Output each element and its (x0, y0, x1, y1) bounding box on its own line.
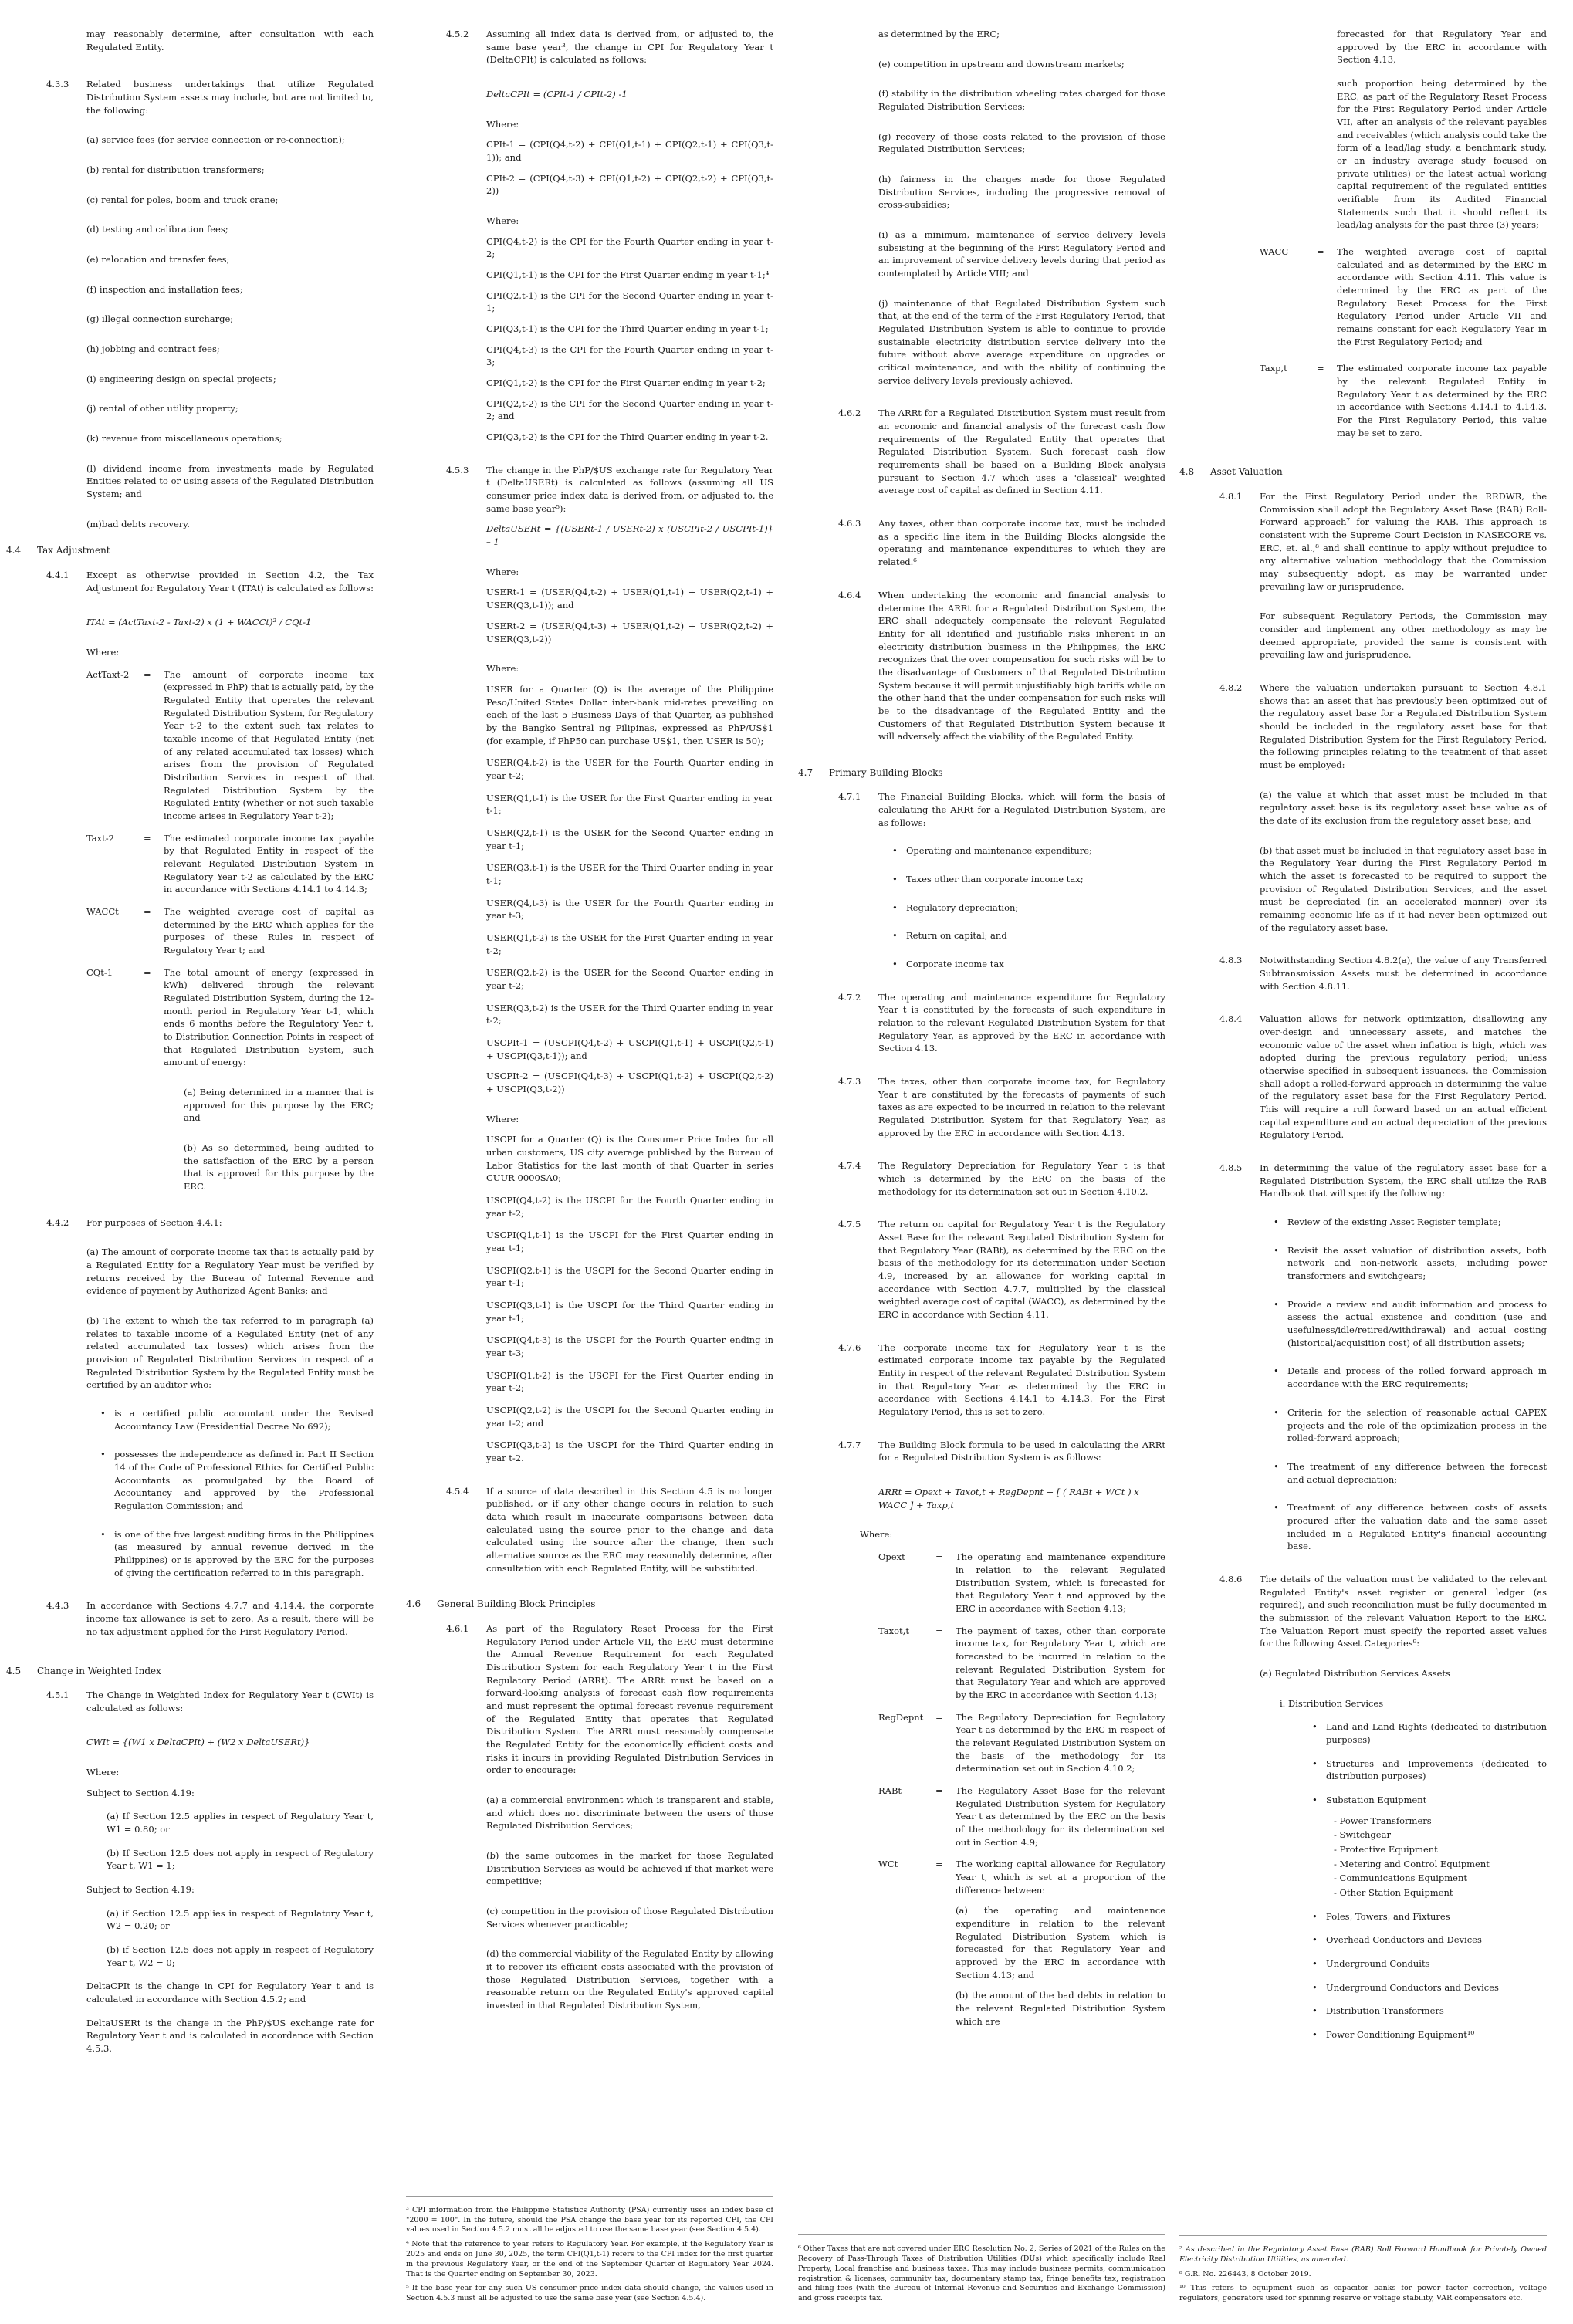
list-item: (h) fairness in the charges made for those Regulated Distribution Services, including the progressive removal of cross-subsidies; (878, 174, 1165, 211)
definition: USCPIt-1 = (USCPI(Q4,t-2) + USCPI(Q1,t-1) + USCPI(Q2,t-1) + USCPI(Q3,t-1)); and (486, 1037, 773, 1061)
list-item: - Protective Equipment (1334, 1843, 1547, 1856)
list-item: (f) inspection and installation fees; (86, 283, 243, 295)
list-item: (j) rental of other utility property; (86, 403, 238, 414)
column-4 (1179, 28, 1547, 2309)
definition: USCPIt-2 = (USCPI(Q4,t-3) + USCPI(Q1,t-2) + USCPI(Q2,t-2) + USCPI(Q3,t-2)) (486, 1071, 773, 1094)
clause-4-8-6: 4.8.6 The details of the valuation must be validated to the relevant Regulated Entity's asset register or general ledger (as required), and such reconciliation must be fully documented in the submission of the relevant Valuation Report to the ERC. The Valuation Report must specify the reported asset values for the following Asset Categories⁹: (1219, 1573, 1547, 1649)
where-label: Where: (486, 1113, 519, 1125)
footnote: ⁸ G.R. No. 226443, 8 October 2019. (1179, 2269, 1311, 2278)
list-item: • The treatment of any difference between the forecast and actual depreciation; (1287, 1460, 1547, 1486)
list-item: CPI(Q4,t-3) is the CPI for the Fourth Quarter ending in year t-3; (486, 343, 773, 368)
list-item: CPI(Q2,t-1) is the CPI for the Second Quarter ending in year t-1; (486, 289, 773, 314)
list-item: • Substation Equipment (1326, 1794, 1547, 1807)
list-item: USCPI(Q1,t-1) is the USCPI for the First Quarter ending in year t-1; (486, 1230, 773, 1254)
list-item: (k) revenue from miscellaneous operations; (86, 433, 282, 445)
list-item: • Treatment of any difference between costs of assets procured after the valuation date and the same asset included in a Regulated Entity's financial accounting base. (1287, 1501, 1547, 1553)
clause-4-4-3: 4.4.3 In accordance with Sections 4.7.7 and 4.14.4, the corporate income tax allowance is set to zero. As a result, there will be no tax adjustment applied for the First Regulatory Period. (46, 1600, 374, 1637)
footnotes (1179, 2235, 1547, 2309)
list-item: (d) testing and calibration fees; (86, 224, 228, 235)
paragraph: USER for a Quarter (Q) is the average of the Philippine Peso/United States Dollar inter-bank mid-rates prevailing on each of the last 5 Business Days of that Quarter, as published by the Bangko Sentral ng Pilipinas, expressed as PhP/US$1 (for example, if PhP50 can purchase US$1, then USER is 50); (486, 683, 773, 746)
clause-4-5-3: 4.5.3 The change in the PhP/$US exchange rate for Regulatory Year t (DeltaUSERt) is calculated as follows (assuming all US consumer price index data is derived from, or adjusted to, the same base year⁵): (446, 464, 773, 514)
list-item: USCPI(Q1,t-2) is the USCPI for the First Quarter ending in year t-2; (486, 1369, 773, 1394)
definition: WCt = The working capital allowance for Regulatory Year t, which is set at a proportion of the difference between: (878, 1859, 1165, 1896)
section-heading-4-5: 4.5 Change in Weighted Index (6, 1665, 161, 1676)
list-item: - Other Station Equipment (1334, 1886, 1547, 1899)
list-item: • Power Conditioning Equipment¹⁰ (1326, 2028, 1547, 2042)
list-item: USCPI(Q2,t-1) is the USCPI for the Second Quarter ending in year t-1; (486, 1264, 773, 1289)
list-item: • Taxes other than corporate income tax; (906, 873, 1165, 886)
where-label: Where: (860, 1529, 893, 1541)
list-item: USCPI(Q4,t-3) is the USCPI for the Fourth Quarter ending in year t-3; (486, 1335, 773, 1359)
where-label: Where: (486, 566, 519, 577)
clause-4-8-2: 4.8.2 Where the valuation undertaken pursuant to Section 4.8.1 shows that an asset that has previously been optimized out of the regulatory asset base for a Regulated Distribution System should be included in the regulatory asset base for that Regulated Distribution System for the First Regulatory Period, the following principles relating to the treatment of that asset must be employed: (1219, 682, 1547, 770)
category-heading: (a) Regulated Distribution Services Assets (1260, 1667, 1450, 1679)
definition: ActTaxt-2 = The amount of corporate income tax (expressed in PhP) that is actually paid, by the Regulated Entity that operates the relevant Regulated Distribution System, for Regulatory Year t-2 to the extent such tax relates to taxable income of that Regulated Entity (net of any related accumulated tax losses) which arises from the provision of Regulated Distribution Services in respect of that Regulated Distribution System by the Regulated Entity (whether or not such taxable income arises in Regulatory Year t-2); (86, 668, 374, 821)
list-item: • Regulatory depreciation; (906, 902, 1165, 915)
clause-4-3-3: 4.3.3 Related business undertakings that utilize Regulated Distribution System assets may include, but are not limited to, the following: (46, 79, 374, 116)
list-item: (c) competition in the provision of those Regulated Distribution Services whenever practicable; (486, 1905, 773, 1930)
clause-4-8-4: 4.8.4 Valuation allows for network optimization, disallowing any over-design and unnecessary assets, and matches the economic value of the asset when inflation is high, which was adopted during the previous regulatory period; unless otherwise specified in subsequent issuances, the Commission shall adopt a rolled-forward approach in determining the value of the regulatory asset base for the First Regulatory Period. This will require a roll forward based on an actual efficient capital expenditure and an actual depreciation of the previous Regulatory Period. (1219, 1013, 1547, 1141)
list-item: • Poles, Towers, and Fixtures (1326, 1910, 1547, 1923)
list-item: • Return on capital; and (906, 929, 1165, 942)
formula-ita: ITAt = (ActTaxt-2 - Taxt-2) x (1 + WACCt)² / CQt-1 (86, 617, 312, 628)
subject-note: Subject to Section 4.19: (86, 1787, 195, 1798)
list-item: (a) the value at which that asset must be included in that regulatory asset base is its regulatory asset base value as of the date of its exclusion from the regulatory asset base; and (1260, 789, 1547, 826)
paragraph: For subsequent Regulatory Periods, the Commission may consider and implement any other methodology as may be deemed appropriate, provided the same is consistent with prevailing law and jurisprudence. (1260, 611, 1547, 661)
where-label: Where: (486, 663, 519, 675)
paragraph: DeltaUSERt is the change in the PhP/$US exchange rate for Regulatory Year t and is calculated in accordance with Section 4.5.3. (86, 2017, 374, 2054)
list-item: • is a certified public accountant under the Revised Accountancy Law (Presidential Decree No.692); (114, 1407, 374, 1433)
list-item: CPI(Q1,t-2) is the CPI for the First Quarter ending in year t-2; (486, 377, 766, 389)
list-item: • Corporate income tax (906, 958, 1165, 971)
definition: CPIt-1 = (CPI(Q4,t-2) + CPI(Q1,t-1) + CPI(Q2,t-1) + CPI(Q3,t-1)); and (486, 139, 773, 164)
subcategory-heading: i. Distribution Services (1280, 1697, 1384, 1709)
list-item: USER(Q3,t-2) is the USER for the Third Quarter ending in year t-2; (486, 1002, 773, 1027)
definition: WACC = The weighted average cost of capital calculated and as determined by the ERC in accordance with Section 4.11. This value is determined by the ERC as part of the Regulatory Reset Process for the First Regulatory Period under Article VII and remains constant for each Regulatory Year in the First Regulatory Period; and (1260, 246, 1547, 347)
definition: USERt-1 = (USER(Q4,t-2) + USER(Q1,t-1) + USER(Q2,t-1) + USER(Q3,t-1)); and (486, 587, 773, 611)
formula-delta-cpi: DeltaCPIt = (CPIt-1 / CPIt-2) -1 (486, 89, 628, 100)
list-item: • Underground Conduits (1326, 1957, 1547, 1970)
list-item: (b) If Section 12.5 does not apply in respect of Regulatory Year t, W1 = 1; (107, 1847, 374, 1872)
list-item: CPI(Q3,t-2) is the CPI for the Third Quarter ending in year t-2. (486, 431, 769, 443)
definition: Opext = The operating and maintenance expenditure in relation to the relevant Regulated Distribution System, which is forecasted for that Regulatory Year t and approved by the ERC in accordance with Section 4.13; (878, 1551, 1165, 1614)
list-item: USER(Q4,t-2) is the USER for the Fourth Quarter ending in year t-2; (486, 757, 773, 781)
list-item: - Power Transformers (1334, 1815, 1547, 1828)
clause-4-7-3: 4.7.3 The taxes, other than corporate income tax, for Regulatory Year t are constituted by the forecasts of payments of such taxes as are expected to be incurred in relation to the relevant Regulated Distribution System for that Regulatory Year, as approved by the ERC in accordance with Section 4.13. (838, 1076, 1165, 1138)
list-item: USCPI(Q3,t-1) is the USCPI for the Third Quarter ending in year t-1; (486, 1300, 773, 1324)
definition: CPIt-2 = (CPI(Q4,t-3) + CPI(Q1,t-2) + CPI(Q2,t-2) + CPI(Q3,t-2)) (486, 172, 773, 197)
list-item: USER(Q1,t-2) is the USER for the First Quarter ending in year t-2; (486, 932, 773, 956)
list-item: (g) illegal connection surcharge; (86, 313, 234, 325)
clause-4-4-2: 4.4.2 For purposes of Section 4.4.1: (46, 1216, 222, 1228)
list-item: (c) rental for poles, boom and truck crane; (86, 194, 279, 205)
subject-note: Subject to Section 4.19: (86, 1883, 195, 1895)
definition: WACCt = The weighted average cost of capital as determined by the ERC which applies for the purposes of these Rules in respect of Regulatory Year t; and (86, 905, 374, 956)
list-item: (d) the commercial viability of the Regulated Entity by allowing it to recover its efficient costs associated with the provision of those Regulated Distribution Services, together with a reasonable return on the Regulated Entity's approved capital invested in that Regulated Distribution System, (486, 1948, 773, 2011)
list-item: • Structures and Improvements (dedicated to distribution purposes) (1326, 1757, 1547, 1783)
formula-delta-user: DeltaUSERt = {(USERt-1 / USERt-2) x (USCPIt-2 / USCPIt-1)} – 1 (486, 523, 773, 548)
list-item: (l) dividend income from investments made by Regulated Entities related to or using assets of the Regulated Distribution System; and (86, 462, 374, 500)
footnote: ⁴ Note that the reference to year refers to Regulatory Year. For example, if the Regulatory Year is 2025 and ends on June 30, 2025, the term CPI(Q1,t-1) refers to the CPI index for the first quarter in the previous Regulatory Year, or the end of the September Quarter of Regulatory Year 2024. That is the Quarter ending on September 30, 2023. (406, 2240, 773, 2278)
where-label: Where: (86, 1766, 120, 1778)
list-item: (b) the same outcomes in the market for those Regulated Distribution Services as would be achieved if that market were competitive; (486, 1849, 773, 1887)
where-label: Where: (486, 215, 519, 227)
list-item: USER(Q1,t-1) is the USER for the First Quarter ending in year t-1; (486, 792, 773, 817)
clause-4-7-5: 4.7.5 The return on capital for Regulatory Year t is the Regulatory Asset Base for the relevant Regulated Distribution System for that Regulatory Year (RABt), as determined by the ERC on the basis of the methodology for its determination under Section 4.9, increased by an allowance for working capital in accordance with Section 4.7.7, multiplied by the classical weighted average cost of capital (WACC), as determined by the ERC in accordance with Section 4.11. (838, 1219, 1165, 1321)
list-item: (b) if Section 12.5 does not apply in respect of Regulatory Year t, W2 = 0; (107, 1943, 374, 1968)
continuation-text: may reasonably determine, after consultation with each Regulated Entity. (86, 29, 374, 52)
list-item: CPI(Q3,t-1) is the CPI for the Third Quarter ending in year t-1; (486, 323, 769, 335)
clause-4-6-4: 4.6.4 When undertaking the economic and financial analysis to determine the ARRt for a Regulated Distribution System, the ERC shall adequately compensate the relevant Regulated Entity for all identified and justifiable risks inherent in an electricity distribution business in the Philippines, the ERC recognizes that the over compensation for such risks will be to the disadvantage of Customers of that Regulated Distribution System because it will permit unjustifiably high tariffs while on the other hand that the under compensation for such risks will be to the disadvantage of the Regulated Entity and the Customers of that Regulated Distribution System because it will adversely affect the viability of the Regulated Entity. (838, 589, 1165, 743)
list-item: • is one of the five largest auditing firms in the Philippines (as measured by annual revenue derived in the Philippines) or is approved by the ERC for the purposes of giving the certification referred to in this paragraph. (114, 1528, 374, 1580)
list-item: (h) jobbing and contract fees; (86, 343, 220, 355)
clause-4-7-1: 4.7.1 The Financial Building Blocks, which will form the basis of calculating the ARRt for a Regulated Distribution System, are as follows: (838, 791, 1165, 828)
clause-4-5-1: 4.5.1 The Change in Weighted Index for Regulatory Year t (CWIt) is calculated as follows: (46, 1689, 374, 1713)
formula-cwi: CWIt = {(W1 x DeltaCPIt) + (W2 x DeltaUSERt)} (86, 1737, 310, 1748)
footnote: ⁵ If the base year for any such US consumer price index data should change, the values used in Section 4.5.3 must all be adjusted to use the same base year (see Section 4.5.4). (406, 2284, 773, 2303)
footnote: ³ CPI information from the Philippine Statistics Authority (PSA) currently uses an index base of "2000 = 100". In the future, should the PSA change the base year for its reported CPI, the CPI values used in Section 4.5.2 must all be adjusted to use the same base year (see Section 4.5.4). (406, 2205, 773, 2234)
list-item: (a) a commercial environment which is transparent and stable, and which does not discriminate between the users of those Regulated Distribution Services; (486, 1794, 773, 1832)
where-label: Where: (86, 646, 120, 658)
clause-4-6-2: 4.6.2 The ARRt for a Regulated Distribution System must result from an economic and financial analysis of the forecast cash flow requirements of the Regulated Entity that operates that Regulated Distribution System. Such forecast cash flow requirements shall be based on a Building Block analysis pursuant to Section 4.7 which uses a 'classical' weighted average cost of capital as defined in Section 4.11. (838, 408, 1165, 496)
section-heading-4-7: 4.7 Primary Building Blocks (798, 766, 943, 778)
section-heading-4-4: 4.4 Tax Adjustment (6, 545, 110, 556)
list-item: • Details and process of the rolled forward approach in accordance with the ERC requirements; (1287, 1365, 1547, 1390)
list-item: USCPI(Q3,t-2) is the USCPI for the Third Quarter ending in year t-2. (486, 1439, 773, 1464)
list-item: (m)bad debts recovery. (86, 518, 190, 529)
list-item: (i) engineering design on special projects; (86, 373, 276, 384)
list-item: (b) the amount of the bad debts in relation to the relevant Regulated Distribution System which are (956, 1990, 1165, 2027)
list-item: (a) if Section 12.5 applies in respect of Regulatory Year t, W2 = 0.20; or (107, 1907, 374, 1932)
column-2 (406, 28, 773, 2309)
list-item: (f) stability in the distribution wheeling rates charged for those Regulated Distribution Services; (878, 88, 1165, 113)
list-item: (a) If Section 12.5 applies in respect of Regulatory Year t, W1 = 0.80; or (107, 1811, 374, 1835)
clause-4-8-3: 4.8.3 Notwithstanding Section 4.8.2(a), the value of any Transferred Subtransmission Assets must be determined in accordance with Section 4.8.11. (1219, 955, 1547, 992)
list-item: (a) Being determined in a manner that is approved for this purpose by the ERC; and (184, 1087, 374, 1124)
list-item: USER(Q2,t-2) is the USER for the Second Quarter ending in year t-2; (486, 967, 773, 991)
list-item: • possesses the independence as defined in Part II Section 14 of the Code of Professional Ethics for Certified Public Accountants as promulgated by the Board of Accountancy and approved by the Professional Regulation Commission; and (114, 1448, 374, 1512)
list-item: • Provide a review and audit information and process to assess the actual existence and condition (use and usefulness/idle/retired/withdrawal) and actual costing (historical/acquisition cost) of all distribution assets; (1287, 1298, 1547, 1350)
clause-4-7-6: 4.7.6 The corporate income tax for Regulatory Year t is the estimated corporate income tax payable by the Regulated Entity in respect of the relevant Regulated Distribution System in that Regulatory Year as determined by the ERC in accordance with Sections 4.14.1 to 4.14.3. For the First Regulatory Period, this is set to zero. (838, 1341, 1165, 1418)
list-item: • Land and Land Rights (dedicated to distribution purposes) (1326, 1720, 1547, 1746)
list-item: • Review of the existing Asset Register template; (1287, 1216, 1547, 1229)
definition: Taxot,t = The payment of taxes, other than corporate income tax, for Regulatory Year t, which are forecasted to be incurred in relation to the relevant Regulated Distribution System for that Regulatory Year and which are approved by the ERC in accordance with Section 4.13; (878, 1625, 1165, 1700)
list-item: (j) maintenance of that Regulated Distribution System such that, at the end of the term of the First Regulatory Period, that Regulated Distribution System is able to continue to provide sustainable electricity distribution service delivery into the future without above average expenditure on upgrades or critical maintenance, and with the ability of continuing the service delivery levels previously achieved. (878, 297, 1165, 386)
column-1 (6, 28, 374, 2309)
list-item: (e) competition in upstream and downstream markets; (878, 58, 1125, 69)
list-item: USER(Q2,t-1) is the USER for the Second Quarter ending in year t-1; (486, 827, 773, 851)
paragraph: (a) The amount of corporate income tax that is actually paid by a Regulated Entity for a Regulatory Year must be verified by returns received by the Bureau of Internal Revenue and evidence of payment by Authorized Agent Banks; and (86, 1247, 374, 1297)
clause-4-5-2: 4.5.2 Assuming all index data is derived from, or adjusted to, the same base year³, the change in CPI for Regulatory Year t (DeltaCPIt) is calculated as follows: (446, 29, 773, 66)
section-heading-4-8: 4.8 Asset Valuation (1179, 466, 1283, 478)
list-item: (i) as a minimum, maintenance of service delivery levels subsisting at the beginning of the First Regulatory Period and an improvement of service delivery levels during that period as contemplated by Article VIII; and (878, 229, 1165, 279)
list-item: CPI(Q2,t-2) is the CPI for the Second Quarter ending in year t-2; and (486, 397, 773, 422)
list-item: CPI(Q1,t-1) is the CPI for the First Quarter ending in year t-1;⁴ (486, 269, 770, 281)
list-item: (a) service fees (for service connection or re-connection); (86, 134, 345, 146)
list-item: (a) the operating and maintenance expenditure in relation to the relevant Regulated Distribution System which is forecasted for that Regulatory Year and approved by the ERC in accordance with Section 4.13; and (956, 1905, 1165, 1981)
clause-4-6-3: 4.6.3 Any taxes, other than corporate income tax, must be included as a specific line item in the Building Blocks alongside the operating and maintenance expenditures to which they are related.⁶ (838, 518, 1165, 568)
continuation-text: such proportion being determined by the ERC, as part of the Regulatory Reset Process for the First Regulatory Period under Article VII, after an analysis of the relevant payables and receivables (which analysis could take the form of a lead/lag study, a benchmark study, or an industry average study focused on private utilities) or the latest actual working capital requirement of the regulated entities verifiable from its Audited Financial Statements such that it should reflect its lead/lag analysis for the past three (3) years; (1337, 78, 1547, 231)
list-item: CPI(Q4,t-2) is the CPI for the Fourth Quarter ending in year t-2; (486, 235, 773, 260)
paragraph: DeltaCPIt is the change in CPI for Regulatory Year t and is calculated in accordance with Section 4.5.2; and (86, 1981, 374, 2004)
list-item: • Operating and maintenance expenditure; (906, 844, 1165, 858)
section-heading-4-6: 4.6 General Building Block Principles (406, 1598, 596, 1610)
clause-4-8-5: 4.8.5 In determining the value of the regulatory asset base for a Regulated Distribution System, the ERC shall utilize the RAB Handbook that will specify the following: (1219, 1162, 1547, 1199)
column-3 (798, 28, 1165, 2309)
list-item: USER(Q3,t-1) is the USER for the Third Quarter ending in year t-1; (486, 862, 773, 886)
list-item: - Metering and Control Equipment (1334, 1858, 1547, 1871)
list-item: USCPI(Q4,t-2) is the USCPI for the Fourth Quarter ending in year t-2; (486, 1195, 773, 1219)
list-item: (b) that asset must be included in that regulatory asset base in the Regulatory Year during the First Regulatory Period in which the asset is forecasted to be required to support the provision of Regulated Distribution Services, and the asset must be depreciated (in an accelerated manner) over its remaining economic life as if it had never been optimized out of the regulatory asset base. (1260, 844, 1547, 933)
list-item: • Distribution Transformers (1326, 2004, 1547, 2018)
footnotes (406, 2196, 773, 2309)
footnotes (798, 2234, 1165, 2309)
clause-4-7-2: 4.7.2 The operating and maintenance expenditure for Regulatory Year t is constituted by the forecasts of such expenditure in relation to the relevant Regulated Distribution System for that Regulatory Year, as approved by the ERC in accordance with Section 4.13. (838, 991, 1165, 1054)
clause-4-7-4: 4.7.4 The Regulatory Depreciation for Regulatory Year t is that which is determined by the ERC on the basis of the methodology for its determination set out in Section 4.10.2. (838, 1160, 1165, 1197)
clause-4-7-7: 4.7.7 The Building Block formula to be used in calculating the ARRt for a Regulated Distribution System is as follows: (838, 1439, 1165, 1463)
list-item: (b) rental for distribution transformers; (86, 164, 265, 176)
clause-4-8-1: 4.8.1 For the First Regulatory Period under the RRDWR, the Commission shall adopt the Regulatory Asset Base (RAB) Roll-Forward approach⁷ for valuing the RAB. This approach is consistent with the Supreme Court Decision in NASECORE vs. ERC, et. al.,⁸ and shall continue to apply without prejudice to any alternative valuation methodology that the Commission may subsequently adopt, as may be warranted under prevailing law or jurisprudence. (1219, 490, 1547, 592)
where-label: Where: (486, 118, 519, 130)
list-item: - Communications Equipment (1334, 1872, 1547, 1885)
list-item: • Revisit the asset valuation of distribution assets, both network and non-network assets, including power transformers and switchgears; (1287, 1244, 1547, 1283)
formula-arr: ARRt = Opext + Taxot,t + RegDepnt + [ ( RABt + WCt ) x WACC ] + Taxp,t (878, 1487, 1139, 1510)
definition: CQt-1 = The total amount of energy (expressed in kWh) delivered through the relevant Regulated Distribution System, during the 12-month period in Regulatory Year t-1, which ends 6 months before the Regulatory Year t, to Distribution Connection Points in respect of that Regulated Distribution System, such amount of energy: (86, 966, 374, 1068)
footnote: ⁶ Other Taxes that are not covered under ERC Resolution No. 2, Series of 2021 of the Rules on the Recovery of Pass-Through Taxes of Distribution Utilities (DUs) which specifically include Real Property, Local franchise and business taxes. This may include business permits, communication registration & licenses, community tax, documentary stamp tax, fringe benefits tax, registration and filing fees (with the Bureau of Internal Revenue and Securities and Exchange Commission) and gross receipts tax. (798, 2245, 1165, 2303)
definition: RABt = The Regulatory Asset Base for the relevant Regulated Distribution System for Regulatory Year t as determined by the ERC on the basis of the methodology for its determination set out in Section 4.9; (878, 1784, 1165, 1848)
definition: USERt-2 = (USER(Q4,t-3) + USER(Q1,t-2) + USER(Q2,t-2) + USER(Q3,t-2)) (486, 620, 773, 644)
list-item: • Overhead Conductors and Devices (1326, 1933, 1547, 1947)
list-item: (b) As so determined, being audited to the satisfaction of the ERC by a person that is approved for this purpose by the ERC. (184, 1142, 374, 1192)
clause-4-5-4: 4.5.4 If a source of data described in this Section 4.5 is no longer published, or if any other change occurs in relation to such data which result in inaccurate comparisons between data calculated using the source prior to the change and data calculated using the source after the change, then such alternative source as the ERC may reasonably determine, after consultation with each Regulated Entity, will be substituted. (446, 1485, 773, 1574)
list-item: - Switchgear (1334, 1828, 1547, 1842)
definition: Taxt-2 = The estimated corporate income tax payable by that Regulated Entity in respect of the relevant Regulated Distribution System in Regulatory Year t-2 as calculated by the ERC in accordance with Sections 4.14.1 to 4.14.3; (86, 832, 374, 895)
clause-4-4-1: 4.4.1 Except as otherwise provided in Section 4.2, the Tax Adjustment for Regulatory Year t (ITAt) is calculated as follows: (46, 569, 374, 594)
clause-4-6-1: 4.6.1 As part of the Regulatory Reset Process for the First Regulatory Period under Article VII, the ERC must determine the Annual Revenue Requirement for each Regulated Distribution System for each Regulatory Year t in the First Regulatory Period (ARRt). The ARRt must be based on a forward-looking analysis of forecast cash flow requirements and must represent the optimal forecast revenue requirement of the Regulated Entity that operates that Regulated Distribution System. The ARRt must reasonably compensate the Regulated Entity for the economically efficient costs and risks it incurs in providing Regulated Distribution Services in order to encourage: (446, 1622, 773, 1776)
list-item: USER(Q4,t-3) is the USER for the Fourth Quarter ending in year t-3; (486, 897, 773, 922)
list-item: (g) recovery of those costs related to the provision of those Regulated Distribution Services; (878, 130, 1165, 155)
definition: RegDepnt = The Regulatory Depreciation for Regulatory Year t as determined by the ERC in respect of the relevant Regulated Distribution System on the basis of the methodology for its determination set out in Section 4.10.2; (878, 1711, 1165, 1774)
list-item: • Criteria for the selection of reasonable actual CAPEX projects and the role of the optimization process in the rolled-forward approach; (1287, 1406, 1547, 1445)
definition: Taxp,t = The estimated corporate income tax payable by the relevant Regulated Entity in Regulatory Year t as determined by the ERC in accordance with Sections 4.14.1 to 4.14.3. For the First Regulatory Period, this value may be set to zero. (1260, 363, 1547, 438)
paragraph: USCPI for a Quarter (Q) is the Consumer Price Index for all urban customers, US city average published by the Bureau of Labor Statistics for the last month of that Quarter in series CUUR 0000SA0; (486, 1134, 773, 1184)
list-item: USCPI(Q2,t-2) is the USCPI for the Second Quarter ending in year t-2; and (486, 1405, 773, 1429)
paragraph: (b) The extent to which the tax referred to in paragraph (a) relates to taxable income of a Regulated Entity (net of any related accumulated tax losses) which arises from the provision of Regulated Distribution Services in respect of a Regulated Distribution System by the Regulated Entity must be certified by an auditor who: (86, 1315, 374, 1391)
footnote: ⁷ As described in the Regulatory Asset Base (RAB) Roll Forward Handbook for Privately Owned Electricity Distribution Utilities, as amended. (1179, 2245, 1547, 2264)
continuation-text: as determined by the ERC; (878, 29, 1000, 39)
list-item: (e) relocation and transfer fees; (86, 254, 230, 266)
list-item: • Underground Conductors and Devices (1326, 1981, 1547, 1994)
continuation-text: forecasted for that Regulatory Year and approved by the ERC in accordance with Section 4.13, (1337, 29, 1547, 66)
footnote: ¹⁰ This refers to equipment such as capacitor banks for power factor correction, voltage regulators, generators used for spinning reserve or voltage stability, VAR compensators etc. (1179, 2284, 1547, 2303)
